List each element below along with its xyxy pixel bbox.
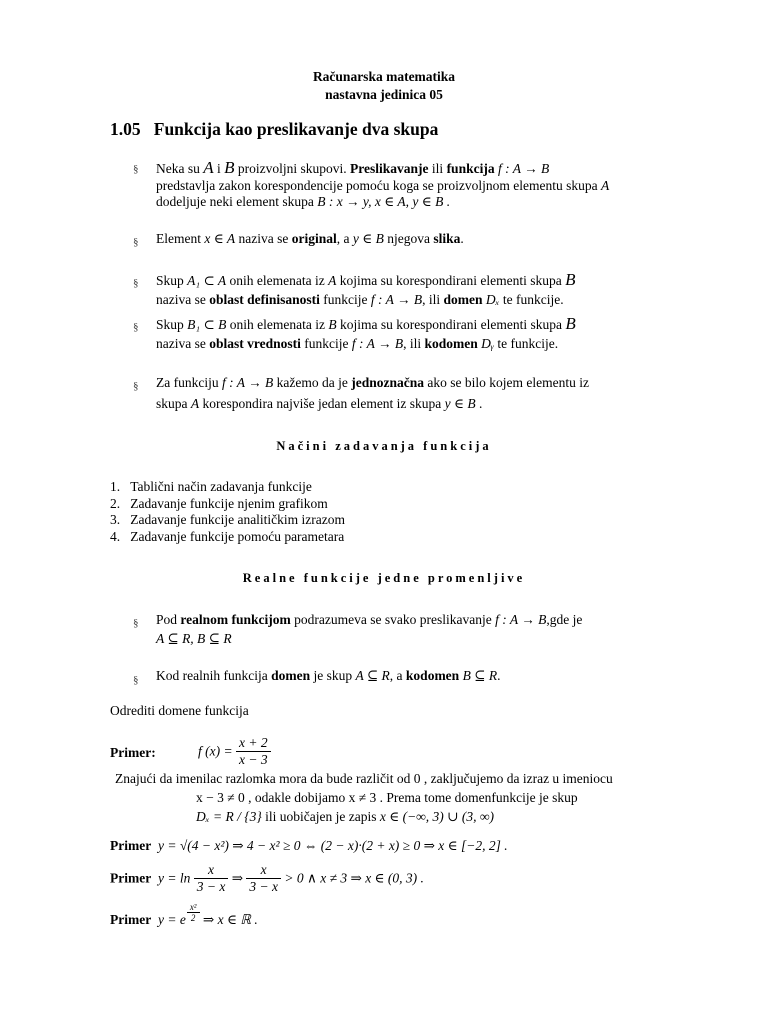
- example-1-label: Primer:: [110, 745, 156, 760]
- real-bullet-1-line-2: A ⊆ R, B ⊆ R: [156, 631, 232, 646]
- bullet-3-line-1: Skup A₁ ⊂ A onih elemenata iz A kojima su korespondirani elementi skupa B: [156, 270, 576, 289]
- methods-list: [110, 479, 345, 545]
- section-number: 1.05: [110, 119, 141, 139]
- bullet-icon: §: [133, 674, 139, 686]
- bullet-1-line-3: dodeljuje neki element skupa B : x → y, x ∈ A, y ∈ B .: [156, 194, 451, 209]
- bullet-icon: §: [133, 380, 139, 392]
- list-item: 1. Tablični način zadavanja funkcije: [110, 479, 312, 494]
- example-3: Primer y = ln $\frac{x}{3 - x}$ ⇒ $\frac{x}{3 - x}$ > 0 ∧ x ≠ 3 ⇒ x ∈ (0, 3) .: [110, 862, 424, 894]
- task-text: Odrediti domene funkcija: [110, 703, 249, 718]
- bullet-2-line: Element x ∈ A naziva se original, a y ∈ B njegova slika.: [156, 231, 464, 246]
- bullet-icon: §: [133, 617, 139, 629]
- course-title: Računarska matematika: [312, 69, 456, 84]
- section-heading: [110, 119, 438, 140]
- real-bullet-1-line-1: Pod realnom funkcijom podrazumeva se svako preslikavanje f : A → B,gde je: [156, 612, 583, 627]
- example-1-text-1: Znajući da imenilac razlomka mora da bude različit od 0 , zaključujemo da izraz u imeniocu: [115, 771, 613, 786]
- section-title: Funkcija kao preslikavanje dva skupa: [153, 119, 439, 139]
- example-2: Primer y = √(4 − x²) ⇒ 4 − x² ≥ 0 ⇔ (2 − x)·(2 + x) ≥ 0 ⇒ x ∈ [−2, 2] .: [110, 838, 508, 853]
- example-1-text-2: x − 3 ≠ 0 , odakle dobijamo x ≠ 3 . Prema tome domenfunkcije je skup: [196, 790, 578, 805]
- bullet-icon: §: [133, 321, 139, 333]
- subheading-real-functions: Realne funkcije jedne promenljive: [242, 571, 526, 585]
- list-item: 4. Zadavanje funkcije pomoću parametara: [110, 528, 345, 544]
- lesson-number: nastavna jedinica 05: [325, 87, 443, 102]
- bullet-4-line-1: Skup B₁ ⊂ B onih elemenata iz B kojima su korespondirani elementi skupa B: [156, 314, 576, 333]
- bullet-icon: §: [133, 236, 139, 248]
- bullet-5-line-1: Za funkciju f : A → B kažemo da je jednoznačna ako se bilo kojem elementu iz: [156, 375, 589, 390]
- bullet-3-line-2: naziva se oblast definisanosti funkcije f : A → B, ili domen Dₓ te funkcije.: [156, 292, 564, 307]
- example-1-text-3: Dₓ = R / {3} ili uobičajen je zapis x ∈ (−∞, 3) ∪ (3, ∞): [196, 809, 494, 824]
- bullet-4-line-2: naziva se oblast vrednosti funkcije f : A → B, ili kodomen Dᵧ te funkcije.: [156, 336, 559, 351]
- bullet-icon: §: [133, 163, 139, 175]
- list-item: 3. Zadavanje funkcije analitičkim izrazom: [110, 512, 346, 527]
- bullet-5-line-2: skupa A korespondira najviše jedan element iz skupa y ∈ B .: [156, 396, 483, 411]
- subheading-methods: Načini zadavanja funkcija: [276, 439, 492, 453]
- bullet-1-line-2: predstavlja zakon korespondencije pomoću koga se proizvoljnom elementu skupa A: [156, 178, 610, 193]
- list-item: 2. Zadavanje funkcije njenim grafikom: [110, 495, 328, 511]
- real-bullet-2-line: Kod realnih funkcija domen je skup A ⊆ R, a kodomen B ⊆ R.: [156, 668, 501, 683]
- example-1-formula: f (x) = $\frac{x + 2}{x - 3}$: [198, 735, 271, 768]
- example-4: Primer y = e $\frac{\text{x²}}{2}$ ⇒ x ∈ ℝ .: [110, 902, 258, 927]
- bullet-1-line-1: Neka su A i B proizvoljni skupovi. Preslikavanje ili funkcija f : A → B: [156, 158, 550, 177]
- bullet-icon: §: [133, 277, 139, 289]
